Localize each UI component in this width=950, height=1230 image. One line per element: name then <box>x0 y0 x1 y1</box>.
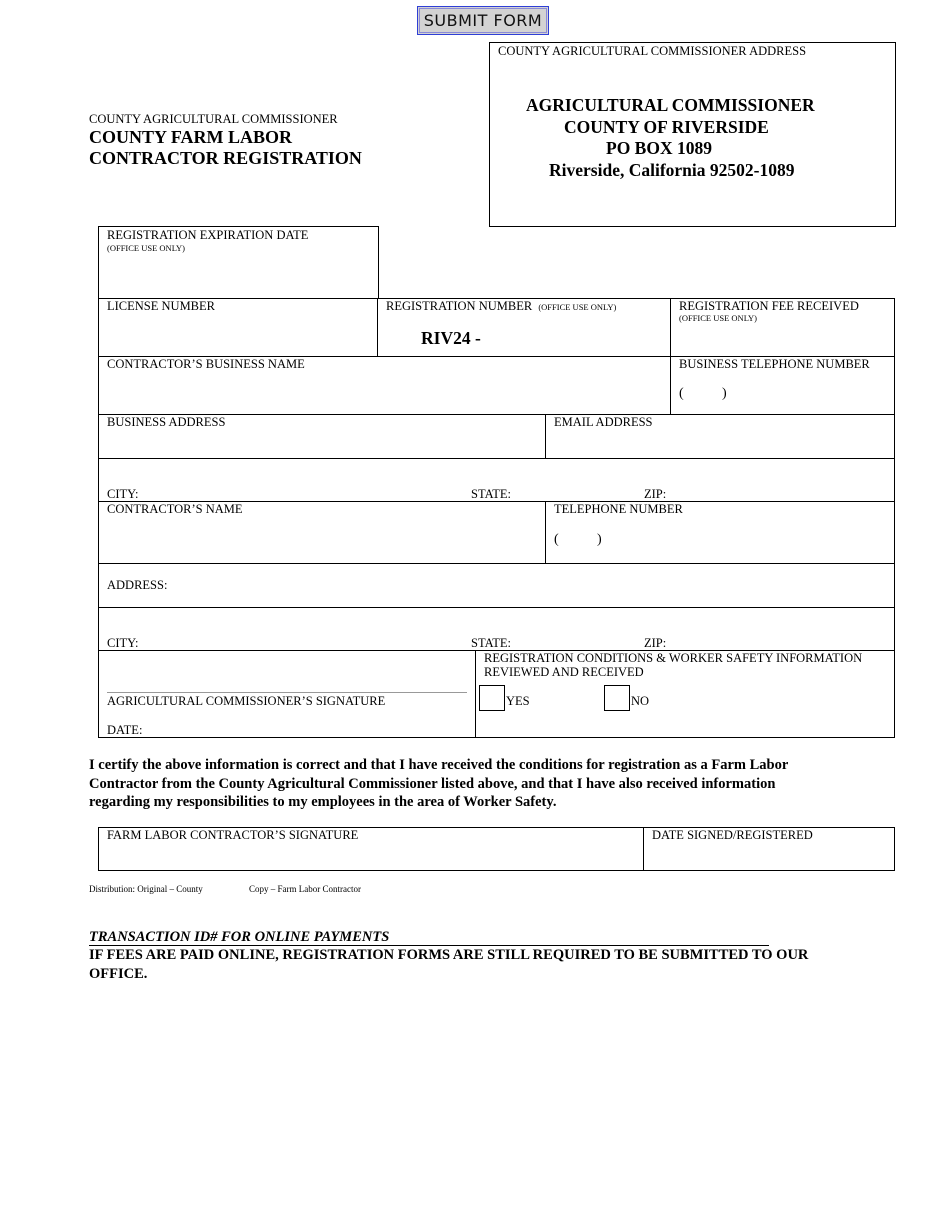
telephone-input[interactable] <box>610 530 884 554</box>
address-line4: Riverside, California 92502-1089 <box>549 159 795 180</box>
commissioner-signature-label: AGRICULTURAL COMMISSIONER’S SIGNATURE <box>107 694 386 708</box>
registration-expiration-cell[interactable] <box>98 226 379 299</box>
conditions-yes-checkbox[interactable] <box>479 685 505 711</box>
business-address-input[interactable] <box>107 432 541 456</box>
agency-label: COUNTY AGRICULTURAL COMMISSIONER <box>89 112 338 126</box>
registration-number-note: (OFFICE USE ONLY) <box>538 302 617 312</box>
form-title-line2: CONTRACTOR REGISTRATION <box>89 148 362 168</box>
state-label-2: STATE: <box>471 636 511 650</box>
email-label: EMAIL ADDRESS <box>554 415 653 429</box>
commissioner-address-box <box>489 42 896 227</box>
transaction-id-input[interactable] <box>420 926 769 946</box>
address-box-label: COUNTY AGRICULTURAL COMMISSIONER ADDRESS <box>498 44 807 58</box>
office-use-note: (OFFICE USE ONLY) <box>107 243 186 253</box>
registration-fee-label: REGISTRATION FEE RECEIVED <box>679 299 859 313</box>
address-line2: COUNTY OF RIVERSIDE <box>564 116 769 137</box>
city-label-2: CITY: <box>107 636 139 650</box>
address-input[interactable] <box>172 575 886 599</box>
business-phone-label: BUSINESS TELEPHONE NUMBER <box>679 357 870 371</box>
transaction-id-label: TRANSACTION ID# FOR ONLINE PAYMENTS <box>89 929 390 945</box>
license-number-label: LICENSE NUMBER <box>107 299 215 313</box>
zip-label-2: ZIP: <box>644 636 667 650</box>
address-label: ADDRESS: <box>107 578 168 592</box>
license-number-input[interactable] <box>107 320 371 350</box>
telephone-label: TELEPHONE NUMBER <box>554 502 683 516</box>
telephone-paren-close: ) <box>597 532 602 547</box>
contractor-name-label: CONTRACTOR’S NAME <box>107 502 243 516</box>
contractor-name-input[interactable] <box>107 525 541 555</box>
conditions-no-checkbox[interactable] <box>604 685 630 711</box>
form-title-line1: COUNTY FARM LABOR <box>89 127 292 147</box>
signature-line <box>107 692 467 693</box>
form-title <box>89 127 362 169</box>
address-line3: PO BOX 1089 <box>606 138 712 158</box>
conditions-label-line2: REVIEWED AND RECEIVED <box>484 665 644 679</box>
business-address-label: BUSINESS ADDRESS <box>107 415 226 429</box>
commissioner-address <box>526 95 815 181</box>
date-signed-input[interactable] <box>652 845 891 867</box>
city-label: CITY: <box>107 487 139 501</box>
address-line1: AGRICULTURAL COMMISSIONER <box>526 95 815 115</box>
business-name-label: CONTRACTOR’S BUSINESS NAME <box>107 357 305 371</box>
date-signed-label: DATE SIGNED/REGISTERED <box>652 828 813 842</box>
conditions-label-line1: REGISTRATION CONDITIONS & WORKER SAFETY INFORMATION <box>484 651 863 665</box>
zip-label: ZIP: <box>644 487 667 501</box>
commissioner-date-label: DATE: <box>107 723 143 737</box>
distribution-copy: Copy – Farm Labor Contractor <box>249 884 361 894</box>
registration-number-label <box>386 299 616 314</box>
submit-form-button[interactable]: SUBMIT FORM <box>417 6 549 35</box>
state-label: STATE: <box>471 487 511 501</box>
business-name-input[interactable] <box>107 378 661 408</box>
registration-expiration-label: REGISTRATION EXPIRATION DATE <box>107 228 309 242</box>
telephone-paren-open: ( <box>554 532 559 547</box>
distribution-original: Distribution: Original – County <box>89 884 203 894</box>
registration-fee-note: (OFFICE USE ONLY) <box>679 313 758 323</box>
conditions-yes-label: YES <box>506 694 530 708</box>
conditions-no-label: NO <box>631 694 650 708</box>
certification-statement: I certify the above information is correct and that I have received the conditions for registration as a Farm Labor Contractor from the County Agricultural Commissioner listed above, and that I have also received information regarding my responsibilities to my employees in the area of Worker Safety. <box>89 757 788 810</box>
business-phone-paren-close: ) <box>722 386 727 401</box>
registration-number-label-text: REGISTRATION NUMBER <box>386 299 533 313</box>
business-phone-paren-open: ( <box>679 386 684 401</box>
email-input[interactable] <box>554 432 888 456</box>
contractor-signature-label: FARM LABOR CONTRACTOR’S SIGNATURE <box>107 828 359 842</box>
registration-number-value: RIV24 - <box>421 328 481 348</box>
online-payment-note: IF FEES ARE PAID ONLINE, REGISTRATION FORMS ARE STILL REQUIRED TO BE SUBMITTED TO OUR OFFICE. <box>89 947 809 982</box>
business-phone-input[interactable] <box>736 384 890 408</box>
